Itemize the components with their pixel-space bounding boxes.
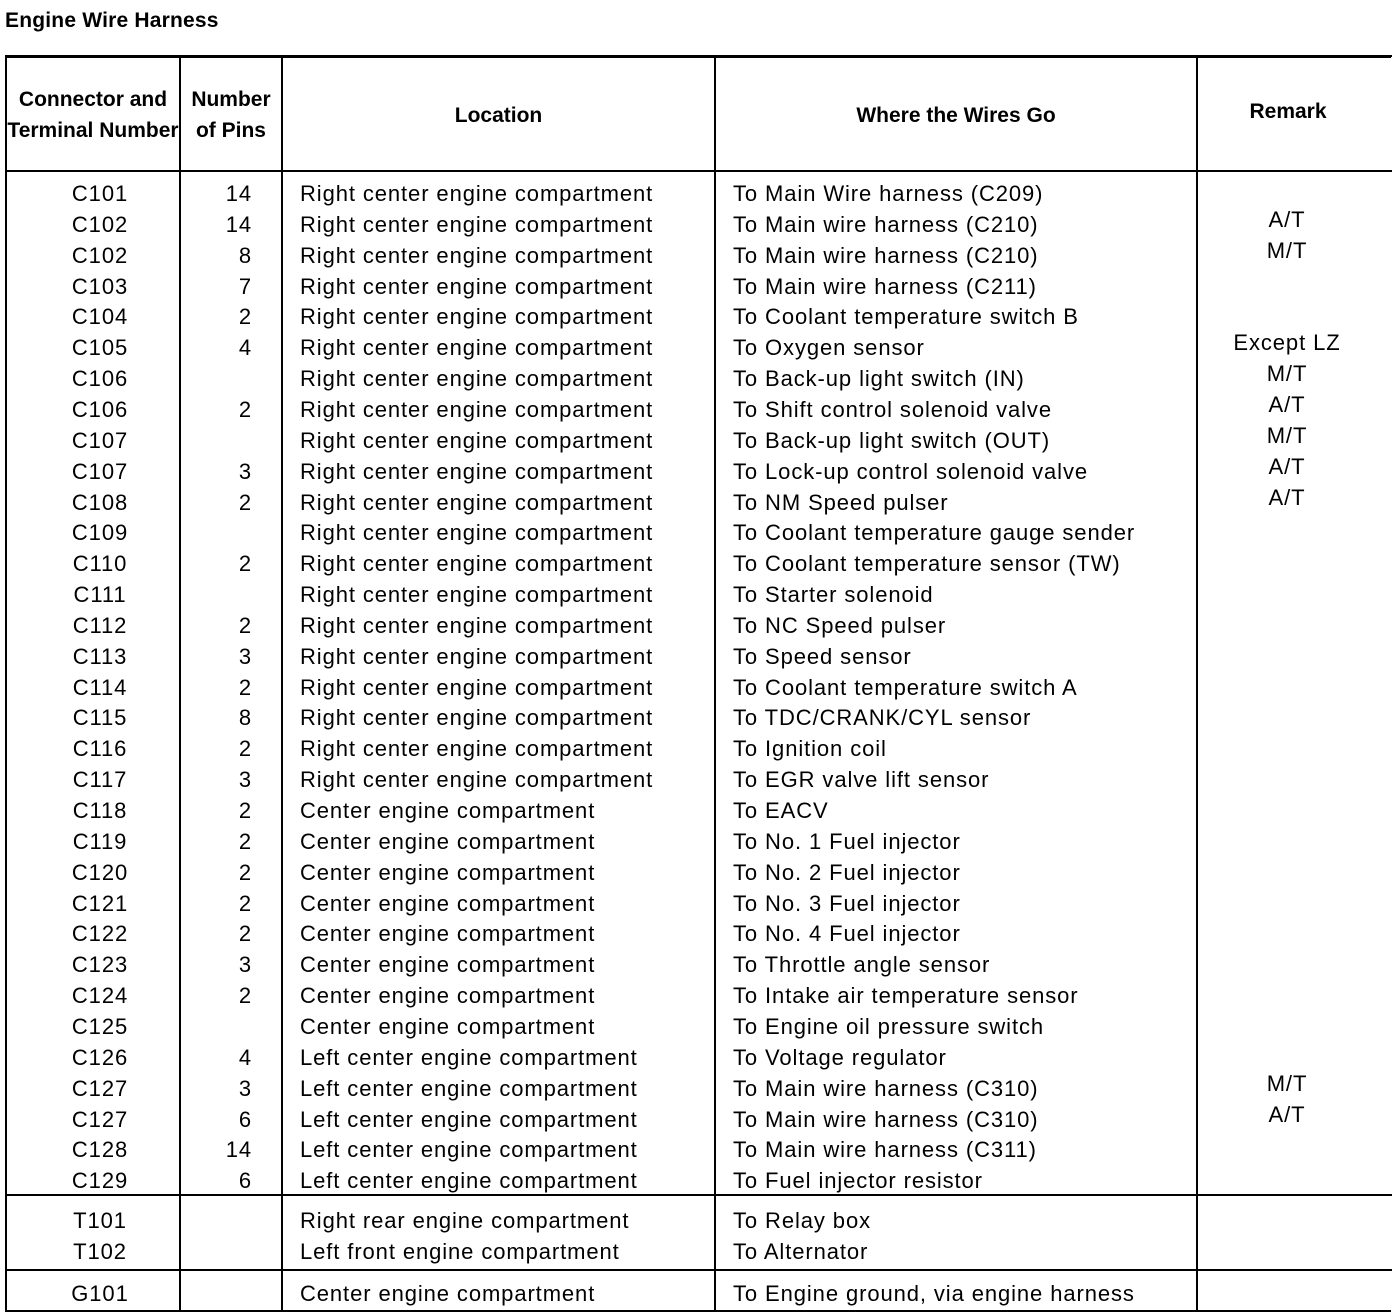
location: Left front engine compartment xyxy=(300,1238,620,1264)
location: Right center engine compartment xyxy=(300,211,654,237)
wire-destination: To Coolant temperature gauge sender xyxy=(733,520,1136,546)
wire-destination: To Voltage regulator xyxy=(733,1044,947,1070)
connector-number: C121 xyxy=(71,890,129,916)
connector-number: C127 xyxy=(71,1075,129,1101)
pin-count: 2 xyxy=(238,890,252,916)
column-divider xyxy=(281,56,283,1312)
wire-destination: To No. 2 Fuel injector xyxy=(733,859,961,885)
wire-destination: To Back-up light switch (OUT) xyxy=(733,427,1051,453)
connector-number: C129 xyxy=(71,1168,129,1194)
connector-number: C105 xyxy=(71,335,129,361)
location: Right center engine compartment xyxy=(300,427,654,453)
wire-destination: To NM Speed pulser xyxy=(733,489,949,515)
pin-count: 2 xyxy=(238,396,252,422)
wire-destination: To No. 3 Fuel injector xyxy=(733,890,961,916)
connector-number: C118 xyxy=(72,798,128,823)
pin-count: 2 xyxy=(238,828,252,854)
location: Right center engine compartment xyxy=(300,551,654,577)
wire-destination: To Main wire harness (C310) xyxy=(733,1075,1039,1101)
wire-destination: To Main wire harness (C311) xyxy=(733,1137,1037,1163)
pin-count: 7 xyxy=(238,273,252,299)
wire-destination: To Engine ground, via engine harness xyxy=(733,1281,1135,1306)
pin-count: 2 xyxy=(238,798,252,823)
page-title: Engine Wire Harness xyxy=(5,9,219,32)
connector-number: C114 xyxy=(72,674,128,700)
location: Right center engine compartment xyxy=(300,181,654,206)
header-remark: Remark xyxy=(1249,99,1327,123)
connector-number: C104 xyxy=(71,304,129,330)
location: Right center engine compartment xyxy=(300,366,654,392)
pin-count: 8 xyxy=(238,705,252,731)
pin-count: 2 xyxy=(238,489,252,515)
location: Center engine compartment xyxy=(300,828,596,854)
column-divider xyxy=(179,56,181,1312)
connector-number: C102 xyxy=(71,242,129,268)
location: Center engine compartment xyxy=(300,983,596,1009)
connector-number: C112 xyxy=(72,612,128,638)
wire-destination: To Coolant temperature switch B xyxy=(733,304,1079,330)
connector-number: C108 xyxy=(71,489,129,515)
location: Right center engine compartment xyxy=(300,582,654,608)
wire-destination: To Alternator xyxy=(733,1238,869,1264)
wire-destination: To Coolant temperature switch A xyxy=(733,674,1078,700)
wire-destination: To Main wire harness (C211) xyxy=(733,273,1037,299)
location: Center engine compartment xyxy=(300,952,596,978)
wire-destination: To No. 1 Fuel injector xyxy=(733,828,961,854)
wire-destination: To Speed sensor xyxy=(733,643,912,669)
header-pins: Number of Pins xyxy=(191,88,271,142)
location: Right center engine compartment xyxy=(300,674,654,700)
pin-count: 4 xyxy=(238,335,252,361)
pin-count: 14 xyxy=(225,1137,252,1163)
wire-destination: To Fuel injector resistor xyxy=(733,1168,983,1194)
connector-number: T102 xyxy=(73,1238,127,1264)
pin-count: 14 xyxy=(225,181,252,206)
remark: M/T xyxy=(1266,361,1308,387)
location: Center engine compartment xyxy=(300,1281,596,1306)
connector-number: C124 xyxy=(71,983,129,1009)
remark: Except LZ xyxy=(1233,330,1341,356)
group-divider xyxy=(5,1269,1392,1271)
location: Right center engine compartment xyxy=(300,489,654,515)
location: Right center engine compartment xyxy=(300,767,654,793)
pin-count: 3 xyxy=(238,458,252,484)
connector-number: C101 xyxy=(71,181,129,206)
location: Right rear engine compartment xyxy=(300,1208,630,1233)
group-divider xyxy=(5,1194,1392,1196)
remark: A/T xyxy=(1268,453,1306,479)
connector-number: G101 xyxy=(71,1281,129,1306)
connector-number: C113 xyxy=(72,643,128,669)
connector-number: C126 xyxy=(71,1044,129,1070)
location: Center engine compartment xyxy=(300,859,596,885)
wire-destination: To Coolant temperature sensor (TW) xyxy=(733,551,1121,577)
pin-count: 6 xyxy=(238,1168,252,1194)
connector-number: C106 xyxy=(71,366,129,392)
header-where: Where the Wires Go xyxy=(856,103,1056,127)
location: Right center engine compartment xyxy=(300,612,654,638)
wire-destination: To NC Speed pulser xyxy=(733,612,947,638)
header-divider xyxy=(5,170,1392,172)
wire-destination: To No. 4 Fuel injector xyxy=(733,921,961,947)
location: Center engine compartment xyxy=(300,798,596,823)
location: Right center engine compartment xyxy=(300,458,654,484)
location: Right center engine compartment xyxy=(300,705,654,731)
wire-destination: To Oxygen sensor xyxy=(733,335,925,361)
location: Right center engine compartment xyxy=(300,736,654,762)
connector-number: C110 xyxy=(72,551,128,577)
connector-number: C115 xyxy=(72,705,128,731)
remark: M/T xyxy=(1266,237,1308,263)
connector-number: C103 xyxy=(71,273,129,299)
connector-number: C109 xyxy=(71,520,129,546)
pin-count: 2 xyxy=(238,859,252,885)
remark: M/T xyxy=(1266,1070,1308,1096)
pin-count: 2 xyxy=(238,612,252,638)
location: Center engine compartment xyxy=(300,921,596,947)
location: Right center engine compartment xyxy=(300,643,654,669)
wire-destination: To Intake air temperature sensor xyxy=(733,983,1079,1009)
remark: A/T xyxy=(1268,484,1306,510)
location: Right center engine compartment xyxy=(300,396,654,422)
remark: A/T xyxy=(1268,391,1306,417)
header-connector: Connector and Terminal Number xyxy=(7,88,179,142)
connector-number: C122 xyxy=(71,921,129,947)
location: Left center engine compartment xyxy=(300,1044,638,1070)
location: Right center engine compartment xyxy=(300,335,654,361)
pin-count: 2 xyxy=(238,674,252,700)
remark: A/T xyxy=(1268,1101,1306,1127)
wire-destination: To Lock-up control solenoid valve xyxy=(733,458,1088,484)
wire-destination: To EACV xyxy=(733,798,829,823)
location: Left center engine compartment xyxy=(300,1106,638,1132)
pin-count: 2 xyxy=(238,921,252,947)
wire-destination: To Starter solenoid xyxy=(733,582,934,608)
wire-destination: To Main wire harness (C210) xyxy=(733,242,1039,268)
connector-number: C107 xyxy=(71,427,129,453)
connector-number: C127 xyxy=(71,1106,129,1132)
wire-destination: To TDC/CRANK/CYL sensor xyxy=(733,705,1032,731)
pin-count: 2 xyxy=(238,983,252,1009)
connector-number: T101 xyxy=(73,1208,127,1233)
pin-count: 3 xyxy=(238,643,252,669)
wire-destination: To Back-up light switch (IN) xyxy=(733,366,1025,392)
connector-number: C125 xyxy=(71,1013,129,1039)
connector-number: C128 xyxy=(71,1137,129,1163)
pin-count: 6 xyxy=(238,1106,252,1132)
location: Right center engine compartment xyxy=(300,520,654,546)
location: Left center engine compartment xyxy=(300,1075,638,1101)
location: Left center engine compartment xyxy=(300,1168,638,1194)
pin-count: 2 xyxy=(238,736,252,762)
column-divider xyxy=(714,56,716,1312)
connector-number: C120 xyxy=(71,859,129,885)
connector-number: C107 xyxy=(71,458,129,484)
pin-count: 14 xyxy=(225,211,252,237)
pin-count: 3 xyxy=(238,767,252,793)
wire-destination: To Engine oil pressure switch xyxy=(733,1013,1045,1039)
wire-destination: To Relay box xyxy=(733,1208,871,1233)
header-location: Location xyxy=(454,103,543,127)
wire-destination: To Ignition coil xyxy=(733,736,887,762)
pin-count: 3 xyxy=(238,1075,252,1101)
pin-count: 2 xyxy=(238,304,252,330)
location: Right center engine compartment xyxy=(300,273,654,299)
wire-destination: To Main wire harness (C310) xyxy=(733,1106,1039,1132)
connector-number: C111 xyxy=(73,582,127,608)
wire-destination: To Shift control solenoid valve xyxy=(733,396,1052,422)
pin-count: 2 xyxy=(238,551,252,577)
location: Right center engine compartment xyxy=(300,304,654,330)
connector-number: C106 xyxy=(71,396,129,422)
location: Center engine compartment xyxy=(300,1013,596,1039)
wire-destination: To Main Wire harness (C209) xyxy=(733,181,1044,206)
remark: A/T xyxy=(1268,206,1306,232)
wire-destination: To Main wire harness (C210) xyxy=(733,211,1039,237)
connector-number: C119 xyxy=(72,828,128,854)
pin-count: 4 xyxy=(238,1044,252,1070)
location: Left center engine compartment xyxy=(300,1137,638,1163)
connector-number: C117 xyxy=(72,767,128,793)
pin-count: 8 xyxy=(238,242,252,268)
pin-count: 3 xyxy=(238,952,252,978)
wire-destination: To EGR valve lift sensor xyxy=(733,767,990,793)
connector-number: C102 xyxy=(71,211,129,237)
wire-destination: To Throttle angle sensor xyxy=(733,952,991,978)
connector-number: C123 xyxy=(71,952,129,978)
location: Right center engine compartment xyxy=(300,242,654,268)
remark: M/T xyxy=(1266,422,1308,448)
connector-number: C116 xyxy=(72,736,128,762)
location: Center engine compartment xyxy=(300,890,596,916)
